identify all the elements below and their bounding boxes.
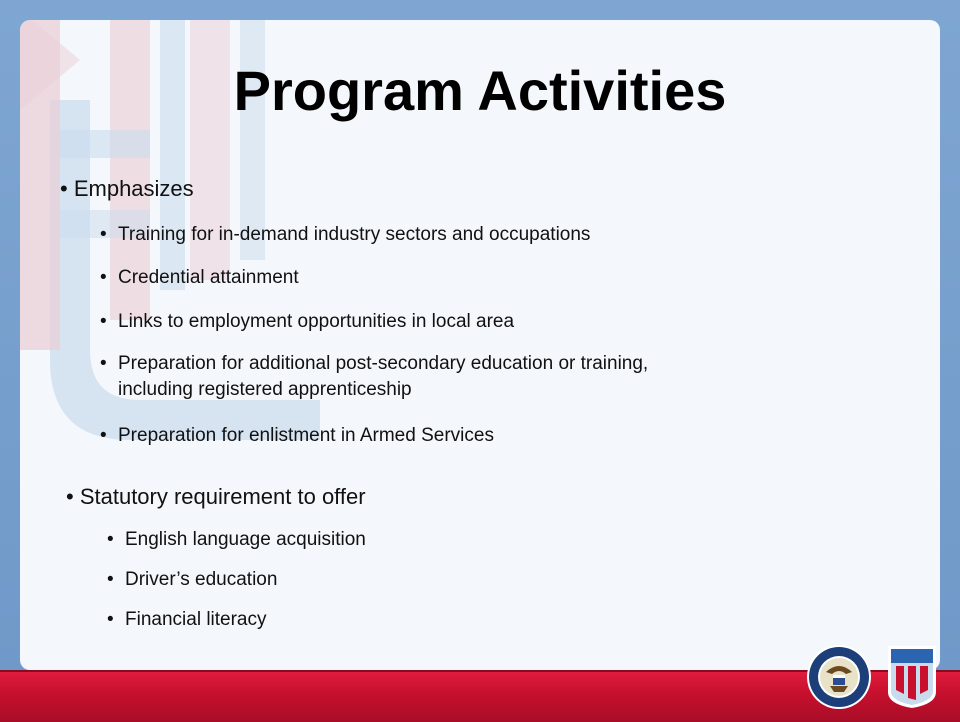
- department-of-labor-seal-icon: [806, 644, 872, 710]
- bullet-dot: •: [100, 224, 107, 245]
- section-heading-statutory: [66, 484, 366, 510]
- list-item-text: Preparation for additional post-secondary education or training,: [118, 353, 649, 374]
- bullet-dot: •: [100, 425, 107, 446]
- slide-title: Program Activities: [233, 59, 727, 122]
- bullet-dot: •: [107, 529, 114, 550]
- list-item-text: including registered apprenticeship: [118, 379, 412, 400]
- bullet-dot: •: [107, 609, 114, 630]
- list-item-text: Driver’s education: [125, 569, 278, 590]
- bullet-dot: •: [66, 484, 74, 509]
- bullet-dot: •: [60, 176, 68, 201]
- list-item-text: Credential attainment: [118, 267, 299, 288]
- bullet-dot: •: [100, 267, 107, 288]
- list-item-text: Training for in-demand industry sectors and occupations: [118, 224, 591, 245]
- list-item-text: English language acquisition: [125, 529, 366, 550]
- job-corps-logo-icon: [884, 644, 940, 710]
- bullet-dot: •: [100, 311, 107, 332]
- list-item-text: Financial literacy: [125, 609, 267, 630]
- section-heading-text: Emphasizes: [73, 176, 194, 201]
- section-heading-text: Statutory requirement to offer: [79, 484, 366, 509]
- list-item-text: Preparation for enlistment in Armed Services: [118, 425, 494, 446]
- bullet-dot: •: [107, 569, 114, 590]
- bullet-dot: •: [100, 353, 107, 374]
- list-item-text: Links to employment opportunities in local area: [118, 311, 515, 332]
- section-heading-emphasizes: [60, 176, 194, 202]
